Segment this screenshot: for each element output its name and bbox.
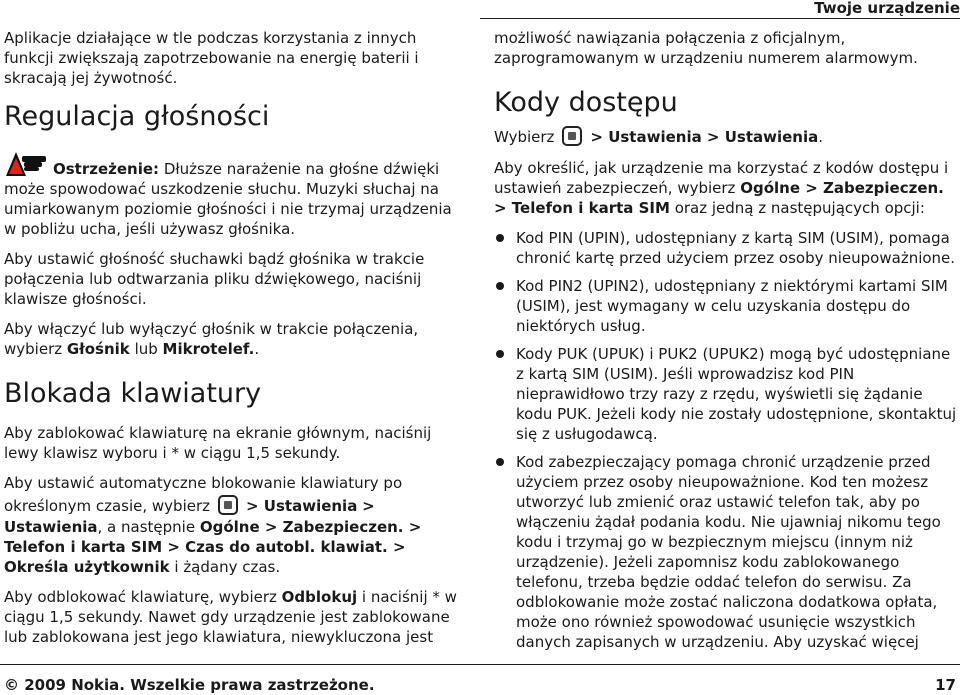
warning-label: Ostrzeżenie: xyxy=(53,160,160,178)
handset-option: Mikrotelef. xyxy=(162,340,255,358)
warning-hand-icon xyxy=(4,146,49,178)
pin2-code-text: Kod PIN2 (UPIN2), udostępniany z niektórymi kartami SIM (USIM), jest wymagany w celu uzyskania dostępu do niektórych usług. xyxy=(516,277,948,335)
footer-rule xyxy=(0,664,960,665)
access-codes-heading: Kody dostępu xyxy=(494,87,678,118)
autolock-end: i żądany czas. xyxy=(169,558,281,576)
general-option: Ogólne xyxy=(199,518,260,536)
loudspeaker-option: Głośnik xyxy=(66,340,130,358)
select-text: Wybierz xyxy=(494,128,555,146)
settings-option-2: > Ustawienia xyxy=(4,497,375,536)
phone-sim-option: > Telefon i karta SIM xyxy=(4,518,422,556)
unlock-text: Aby odblokować klawiaturę, wybierz xyxy=(4,588,282,606)
section-header: Twoje urządzenie xyxy=(814,0,960,17)
unlock-paragraph xyxy=(4,587,459,647)
access-intro-text: Aby określić, jak urządzenie ma korzystać z kodów dostępu i ustawień zabezpieczeń, wybierz xyxy=(494,159,949,197)
list-item xyxy=(494,452,958,652)
bullet-icon xyxy=(496,234,504,242)
bullet-icon xyxy=(496,282,504,290)
lock-code-text: Kod zabezpieczający pomaga chronić urządzenie przed użyciem przez osoby nieupoważnione. Kod ten możesz utworzyć lub zmienić oraz ustawić telefon tak, aby po włączeniu żądał podania kodu. Nie ujawniaj nikomu tego kodu i trzymaj go w bezpiecznym miejscu (innym niż urządzenie). Jeżeli zapomnisz kodu zablokowanego telefonu, trzeba będzie oddać telefon do serwisu. Za odblokowanie może zostać naliczona dodatkowa opłata, może ono również spowodować usunięcie wszystkich danych zapisanych w urządzeniu. Aby uzyskać więcej xyxy=(516,453,941,651)
general-security-path: Ogólne > Zabezpieczen. xyxy=(740,179,944,197)
speaker-paragraph xyxy=(4,319,459,359)
continued-paragraph: możliwość nawiązania połączenia z oficjalnym, zaprogramowanym w urządzeniu numerem alarmowym. xyxy=(494,29,918,67)
keylock-heading: Blokada klawiatury xyxy=(4,378,262,409)
header-rule xyxy=(480,18,960,19)
intro-paragraph: Aplikacje działające w tle podczas korzystania z innych funkcji zwiększają zapotrzebowanie na energię baterii i skracają jej żywotność. xyxy=(4,29,419,87)
pin-code-text: Kod PIN (UPIN), udostępniany z kartą SIM (USIM), pomaga chronić kartę przed użyciem przez osoby nieupoważnione. xyxy=(516,229,956,267)
menu-key-icon xyxy=(216,493,240,517)
user-defined-option: > Określa użytkownik xyxy=(4,538,406,576)
page-number: 17 xyxy=(935,676,956,694)
menu-key-icon xyxy=(560,124,584,148)
warning-paragraph xyxy=(4,146,459,239)
phone-sim-path: > Telefon i karta SIM xyxy=(494,199,670,217)
list-item xyxy=(494,228,958,268)
security-option: > Zabezpieczen. xyxy=(259,518,404,536)
access-intro-end: oraz jedną z następujących opcji: xyxy=(669,199,925,217)
settings-path: > Ustawienia > Ustawienia xyxy=(590,128,819,146)
warning-text: Dłuższe narażenie na głośne dźwięki może spowodować uszkodzenie słuchu. Muzyki słuchaj na umiarkowanym poziomie głośności i nie trzymaj urządzenia w pobliżu ucha, jeśli używasz głośnika. xyxy=(4,160,452,238)
list-item xyxy=(494,276,958,336)
access-intro-paragraph xyxy=(494,158,958,218)
copyright: © 2009 Nokia. Wszelkie prawa zastrzeżone. xyxy=(4,676,375,694)
volume-keys-paragraph: Aby ustawić głośność słuchawki bądź głośnika w trakcie połączenia lub odtwarzania pliku dźwiękowego, naciśnij klawisze głośności. xyxy=(4,250,425,308)
autolock-then: , a następnie xyxy=(97,518,200,536)
bullet-icon xyxy=(496,350,504,358)
autolock-paragraph xyxy=(4,473,459,577)
puk-code-text: Kody PUK (UPUK) i PUK2 (UPUK2) mogą być udostępniane z kartą SIM (USIM). Jeśli wprowadzisz kod PIN nieprawidłowo trzy razy z rzędu, wyświetli się żądanie kodu PUK. Jeżeli kody nie zostały udostępnione, skontaktuj się z usługodawcą. xyxy=(516,345,957,443)
right-column xyxy=(494,28,958,660)
unlock-rest: i naciśnij * w ciągu 1,5 sekundy. Nawet gdy urządzenie jest zablokowane lub zablokowana jest jego klawiatura, niewykluczona jest xyxy=(4,588,457,646)
settings-option-1: > Ustawienia xyxy=(246,497,358,515)
speaker-text: Aby włączyć lub wyłączyć głośnik w trakcie połączenia, wybierz xyxy=(4,320,419,358)
left-column xyxy=(4,28,459,657)
unlock-option: Odblokuj xyxy=(281,588,358,606)
autolock-text: Aby ustawić automatyczne blokowanie klawiatury po określonym czasie, wybierz xyxy=(4,474,403,515)
select-end: . xyxy=(818,128,824,146)
access-codes-list xyxy=(494,228,958,652)
volume-heading: Regulacja głośności xyxy=(4,101,270,132)
list-item xyxy=(494,344,958,444)
autolock-period-option: > Czas do autobl. klawiat. xyxy=(162,538,388,556)
bullet-icon xyxy=(496,458,504,466)
speaker-or: lub xyxy=(129,340,163,358)
keylock-paragraph-1: Aby zablokować klawiaturę na ekranie głównym, naciśnij lewy klawisz wyboru i * w ciągu 1,5 sekundy. xyxy=(4,424,432,462)
select-path xyxy=(494,124,958,148)
speaker-end: . xyxy=(254,340,260,358)
